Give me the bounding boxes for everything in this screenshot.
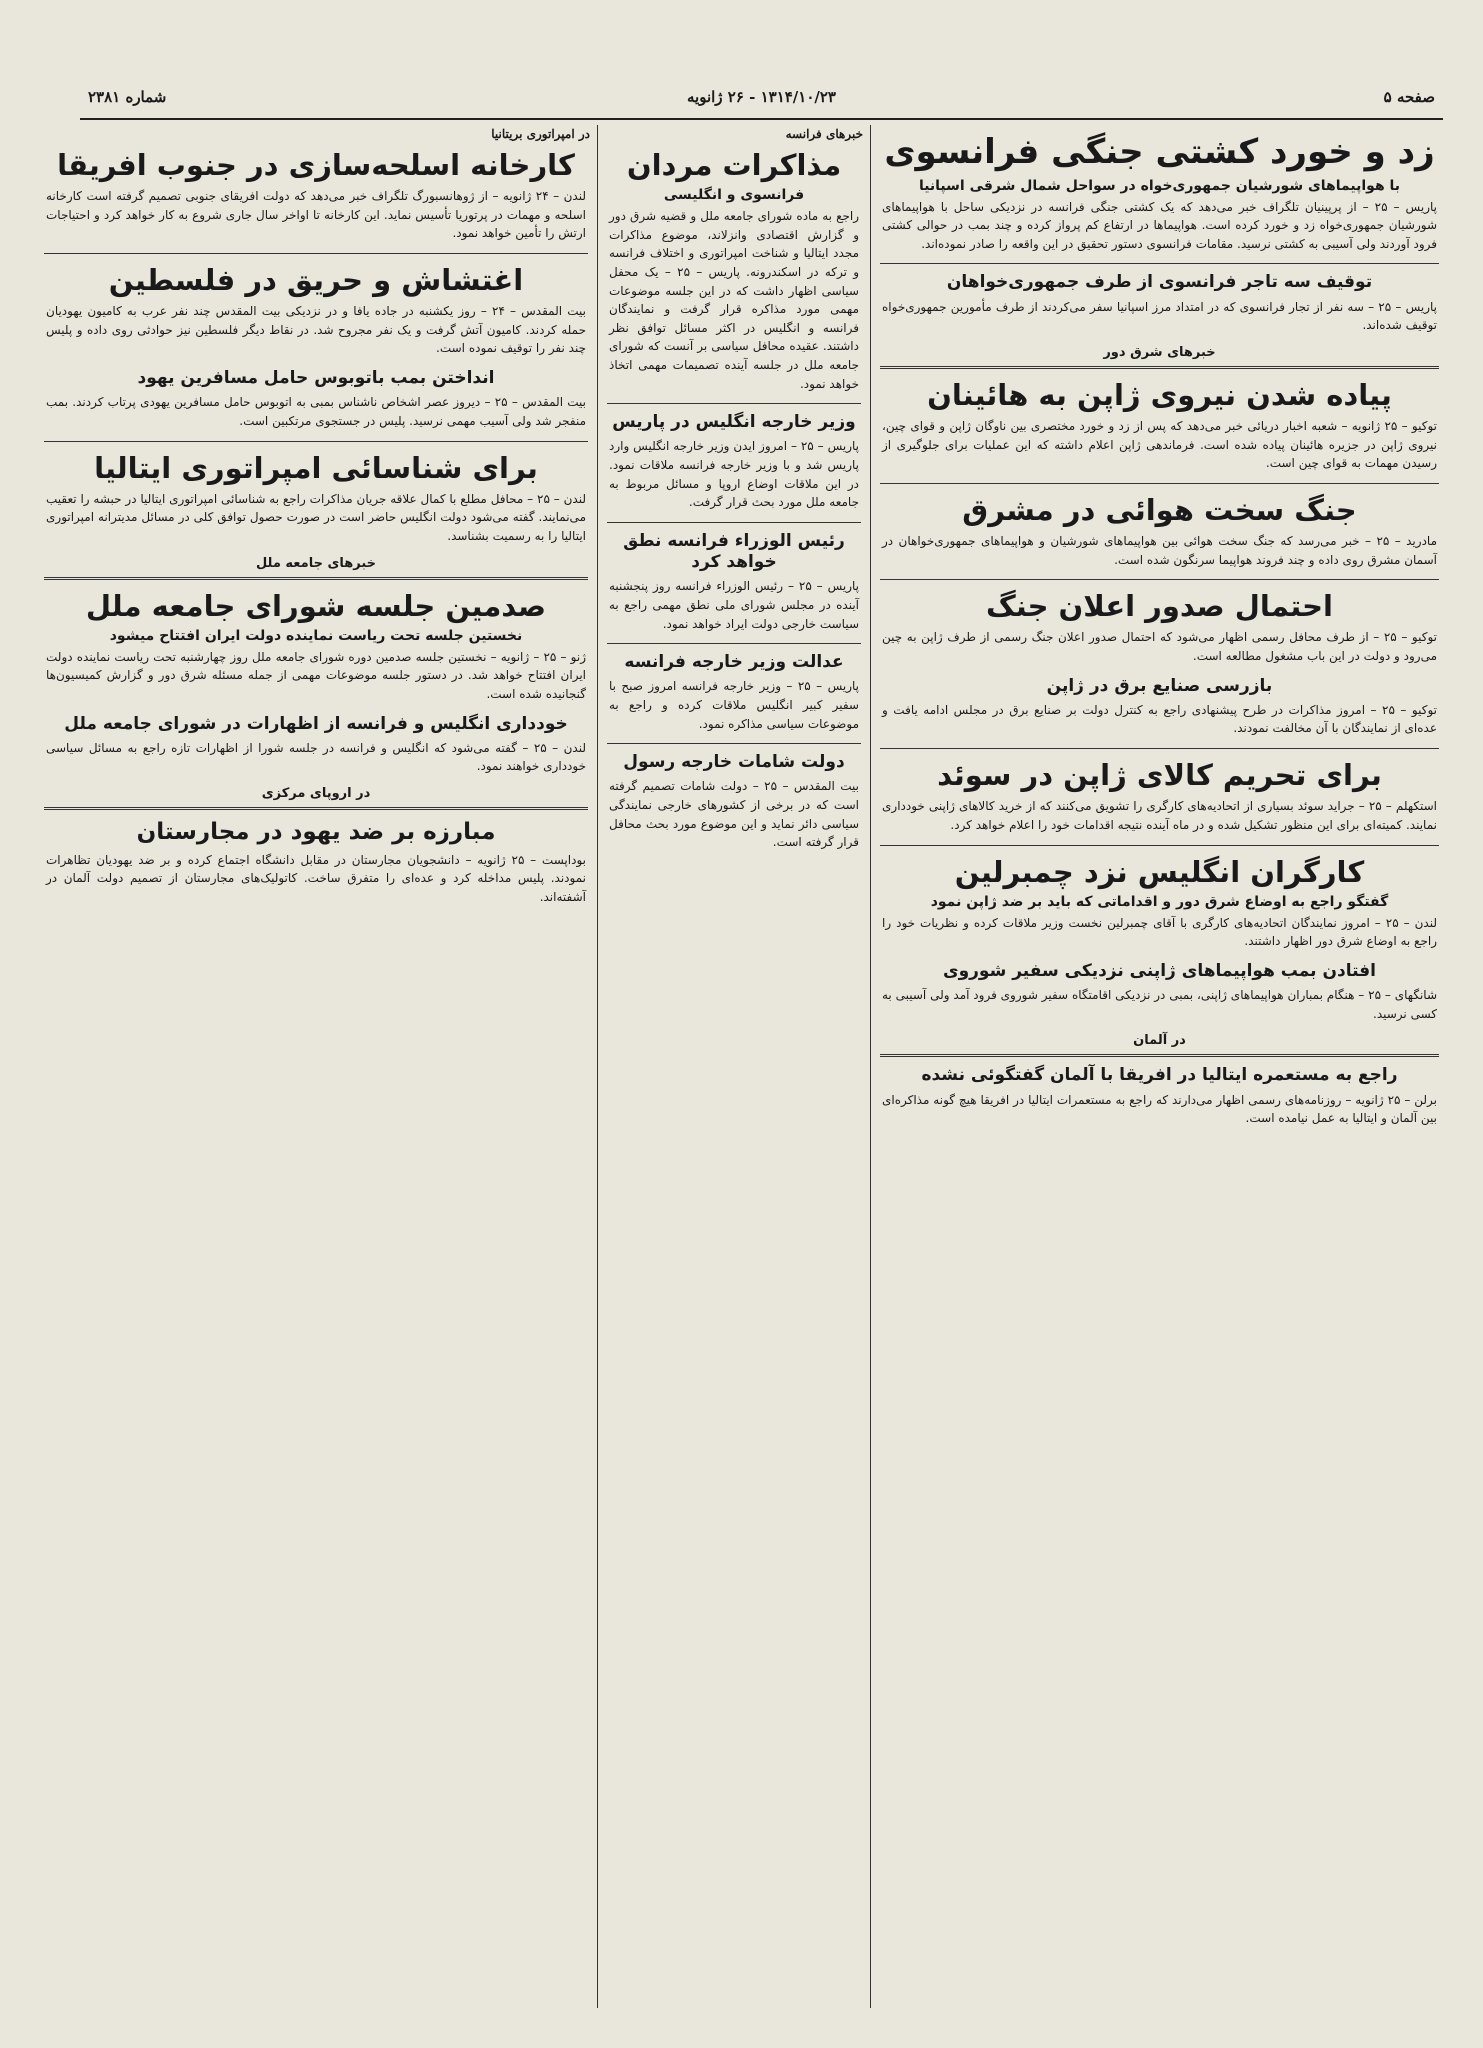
- subheadline: نخستین جلسه تحت ریاست نماینده دولت ایران افتتاح میشود: [109, 627, 523, 644]
- divider: [607, 522, 861, 523]
- article: [46, 147, 586, 243]
- headline: مذاکرات مردان: [626, 148, 842, 182]
- article: [609, 147, 859, 393]
- divider: [880, 748, 1439, 749]
- article: [882, 757, 1437, 834]
- section-kicker: در امپراتوری بریتانیا: [491, 127, 590, 141]
- divider: [44, 807, 588, 810]
- article-body: لندن – ۲۵ – گفته می‌شود که انگلیس و فرانسه در جلسه شورا از اظهارات تازه راجع به مسائل سیاسی خودداری خواهند نمود.: [46, 740, 586, 774]
- page-number: صفحه ۵: [1383, 88, 1435, 106]
- divider: [880, 483, 1439, 484]
- article-body: پاریس – ۲۵ – وزیر خارجه فرانسه امروز صبح با سفیر کبیر انگلیس ملاقات کرده و راجع به موضوعات سیاسی مذاکره نمود.: [609, 679, 860, 731]
- article-body: پاریس – ۲۵ – از پرپینیان تلگراف خبر می‌دهد که یک کشتی جنگی فرانسه در نزدیکی ساحل با هواپیماهای شورشیان جمهوری‌خواه زد و خورد کرده است. هواپیماها در ارتفاع کم پرواز کرده و چند بمب در حوالی کشتی فرود آوردند ولی آسیبی به کشتی نرسید. مقامات فرانسوی دستور تحقیق در این واقعه را صادر نموده‌اند.: [882, 199, 1437, 251]
- headline: برای شناسائی امپراتوری ایتالیا: [94, 450, 538, 485]
- headline: انداختن بمب باتوبوس حامل مسافرین یهود: [137, 368, 495, 389]
- headline: زد و خورد کشتی جنگی فرانسوی: [884, 132, 1435, 172]
- divider: [880, 1054, 1439, 1057]
- subheadline: با هواپیماهای شورشیان جمهوری‌خواه در سواحل شمال شرقی اسپانیا: [918, 177, 1401, 194]
- headline: رئیس الوزراء فرانسه نطق خواهد کرد: [623, 530, 845, 573]
- article: [882, 588, 1437, 665]
- article: [882, 1065, 1437, 1127]
- headline: توقیف سه تاجر فرانسوی از طرف جمهوری‌خواهان: [946, 272, 1373, 293]
- headline: عدالت وزیر خارجه فرانسه: [624, 652, 844, 673]
- article-body: توکیو – ۲۵ ژانویه – شعبه اخبار دریائی خبر می‌دهد که پس از زد و خورد مختصری بین ناوگان ژاپن و قوای چین، نیروی ژاپن در جزیره هائینان پیاده شده است. فرماندهی ژاپن اعلام داشته که این عملیات برای جلوگیری از رسیدن مهمات به قوای چین است.: [882, 418, 1438, 471]
- article: [882, 961, 1437, 1023]
- headline: افتادن بمب هواپیماهای ژاپنی نزدیکی سفیر شوروی: [943, 960, 1376, 981]
- article-body: بیت المقدس – ۲۵ – دولت شامات تصمیم گرفته است که در برخی از کشورهای خارجی نمایندگی سیاسی دائر نماید و این موضوع مورد بحث محافل قرار گرفته است.: [609, 779, 859, 850]
- article: [882, 272, 1437, 334]
- subheadline: فرانسوی و انگلیسی: [663, 187, 805, 204]
- headline: راجع به مستعمره ایتالیا در افریقا با آلمان گفتگوئی نشده: [921, 1065, 1398, 1086]
- divider: [44, 577, 588, 580]
- article-body: پاریس – ۲۵ – سه نفر از تجار فرانسوی که در امتداد مرز اسپانیا سفر می‌کردند از طرف مأمورین جمهوری‌خواه توقیف شده‌اند.: [882, 299, 1438, 333]
- article: [46, 262, 586, 358]
- article-body: لندن – ۲۵ – محافل مطلع با کمال علاقه جریان مذاکرات راجع به شناسائی امپراتوری ایتالیا در حبشه را تعقیب می‌نمایند. گفته می‌شود دولت انگلیس حاضر است در صورت حصول توافق کلی در مسائل مدیترانه امپراتوری ایتالیا را به رسمیت بشناسد.: [46, 491, 586, 543]
- article: [609, 652, 859, 733]
- issue-number: شماره ۲۳۸۱: [88, 88, 167, 106]
- article-body: شانگهای – ۲۵ – هنگام بمباران هواپیماهای ژاپنی، بمبی در نزدیکی اقامتگاه سفیر شوروی فرود آمد ولی آسیبی به کسی نرسید.: [882, 988, 1437, 1021]
- article-body: لندن – ۲۴ ژانویه – از ژوهانسبورگ تلگراف خبر می‌دهد که دولت افریقای جنوبی تصمیم گرفته است کارخانه اسلحه و مهمات در پرتوریا تأسیس نماید. این کارخانه تا اواخر سال جاری شروع به کار خواهد کرد و احتیاجات ارتش را تأمین خواهد نمود.: [46, 189, 586, 241]
- article-body: پاریس – ۲۵ – امروز ایدن وزیر خارجه انگلیس وارد پاریس شد و با وزیر خارجه فرانسه ملاقات نمود. در این ملاقات اوضاع اروپا و مسائل مربوط به جامعه ملل مورد بحث قرار گرفت.: [609, 439, 859, 510]
- article: [882, 676, 1437, 738]
- divider: [44, 253, 588, 254]
- headline: کارخانه اسلحه‌سازی در جنوب افریقا: [57, 148, 575, 182]
- headline: دولت شامات خارجه رسول: [623, 752, 845, 773]
- article: [46, 818, 586, 907]
- masthead: [80, 84, 1443, 120]
- article: [609, 752, 859, 852]
- section-tag: خبرهای جامعه ملل: [255, 555, 377, 571]
- headline: جنگ سخت هوائی در مشرق: [962, 492, 1357, 527]
- headline: وزیر خارجه انگلیس در پاریس: [612, 412, 856, 433]
- article: [882, 854, 1437, 951]
- headline: صدمین جلسه شورای جامعه ملل: [85, 588, 547, 623]
- section-tag: خبرهای شرق دور: [1103, 344, 1216, 360]
- article-body: بوداپست – ۲۵ ژانویه – دانشجویان مجارستان در مقابل دانشگاه اجتماع کرده و بر ضد یهودیان تظاهرات نمودند. پلیس مداخله کرد و عده‌ای را متفرق ساخت. کاتولیک‌های مجارستان از تصمیم دولت آلمان در آشفته‌اند.: [46, 852, 586, 904]
- headline: پیاده شدن نیروی ژاپن به هائینان: [927, 377, 1392, 412]
- column-middle: [603, 125, 865, 2018]
- section-kicker: خبرهای فرانسه: [785, 127, 863, 141]
- article: [46, 450, 586, 546]
- divider: [880, 263, 1439, 264]
- section-tag: در اروپای مرکزی: [261, 786, 371, 801]
- headline: بازرسی صنایع برق در ژاپن: [1046, 675, 1273, 696]
- article: [609, 412, 859, 512]
- article-body: مادرید – ۲۵ – خبر می‌رسد که جنگ سخت هوائی بین هواپیماهای شورشیان و هواپیماهای جمهوری‌خواهان در آسمان مشرق روی داده و چند فروند هواپیما سرنگون شده است.: [882, 534, 1437, 567]
- headline: برای تحریم کالای ژاپن در سوئد: [937, 758, 1382, 793]
- article-body: لندن – ۲۵ – امروز نمایندگان اتحادیه‌های کارگری با آقای چمبرلین نخست وزیر ملاقات کرده و نظریات خود را راجع به اوضاع شرق دور اظهار داشتند.: [882, 915, 1437, 949]
- divider: [880, 366, 1439, 369]
- article: [46, 368, 586, 430]
- article-body: راجع به ماده شورای جامعه ملل و قضیه شرق دور و گزارش اقتصادی وانزلاند، موضوع مذاکرات مجدد ایتالیا و شناخت امپراتوری و اختلاف فرانسه و ترکه در اسکندرونه. پاریس – ۲۵ – یک محفل سیاسی اظهار داشت که در این جلسه موضوعات مهمی مورد مذاکره قرار گرفت و نمایندگان فرانسه و انگلیس در اکثر مسائل توافق نظر داشتند. عقیده محافل سیاسی بر آنست که شورای جامعه ملل در جلسه آینده تصمیمات مهمی اتخاذ خواهد نمود.: [609, 209, 859, 391]
- article-body: برلن – ۲۵ ژانویه – روزنامه‌های رسمی اظهار می‌دارند که راجع به مستعمرات ایتالیا در افریقا هیچ گونه مذاکره‌ای بین آلمان و ایتالیا به عمل نیامده است.: [882, 1092, 1437, 1126]
- divider: [880, 579, 1439, 580]
- issue-date: ۱۳۱۴/۱۰/۲۳ - ۲۶ ژانویه: [687, 88, 836, 106]
- article: [882, 131, 1437, 253]
- article: [46, 714, 586, 776]
- article: [609, 531, 859, 633]
- divider: [880, 845, 1439, 846]
- article-body: استکهلم – ۲۵ – جراید سوئد بسیاری از اتحادیه‌های کارگری را تشویق می‌کنند که از خرید کالاهای ژاپنی خودداری نمایند. کمیته‌ای برای این منظور تشکیل شده و در ماه آینده نتیجه اقدامات خود را اعلام خواهد کرد.: [882, 799, 1437, 832]
- column-rule: [597, 125, 598, 2008]
- article: [882, 492, 1437, 569]
- section-tag: در آلمان: [1133, 1033, 1186, 1049]
- article-body: بیت المقدس – ۲۴ – روز یکشنبه در جاده یافا و در نزدیکی بیت المقدس چند نفر عرب به کامیون یهودیان حمله کردند. کامیون آتش گرفت و یک نفر مجروح شد. در نقاط دیگر فلسطین نیز حوادثی روی داده و پلیس چند نفر را توقیف نموده است.: [46, 304, 586, 356]
- article-body: توکیو – ۲۵ – امروز مذاکرات در طرح پیشنهادی راجع به کنترل دولت بر صنایع برق در مجلس ادامه یافت و عده‌ای از نمایندگان با آن مخالفت نمودند.: [882, 702, 1438, 736]
- article-body: بیت المقدس – ۲۵ – دیروز عصر اشخاص ناشناس بمبی به اتوبوس حامل مسافرین یهودی پرتاب کردند. بمب منفجر شد ولی آسیب مهمی نرسید. پلیس در جستجوی مرتکبین است.: [46, 395, 586, 428]
- column-right: [876, 125, 1443, 2018]
- article-body: توکیو – ۲۵ – از طرف محافل رسمی اظهار می‌شود که احتمال صدور اعلان جنگ رسمی از طرف ژاپن به چین می‌رود و دولت در این باب مشغول مطالعه است.: [882, 630, 1437, 664]
- headline: احتمال صدور اعلان جنگ: [986, 589, 1333, 624]
- headline: کارگران انگلیس نزد چمبرلین: [954, 854, 1365, 889]
- headline: خودداری انگلیس و فرانسه از اظهارات در شورای جامعه ملل: [64, 713, 568, 734]
- subheadline: گفتگو راجع به اوضاع شرق دور و اقداماتی که باید بر ضد ژاپن نمود: [930, 893, 1389, 910]
- column-left: [40, 125, 592, 2018]
- divider: [607, 743, 861, 744]
- headline: مبارزه بر ضد یهود در مجارستان: [136, 819, 496, 845]
- divider: [607, 643, 861, 644]
- article: [882, 377, 1437, 473]
- divider: [44, 441, 588, 442]
- article-body: پاریس – ۲۵ – رئیس الوزراء فرانسه روز پنجشنبه آینده در مجلس شورای ملی نطق مهمی راجع به سیاست خارجی دولت ایراد خواهد نمود.: [609, 579, 859, 631]
- column-rule: [870, 125, 871, 2008]
- article: [46, 588, 586, 704]
- article-body: ژنو – ۲۵ – ژانویه – نخستین جلسه صدمین دوره شورای جامعه ملل روز چهارشنبه تحت ریاست نماینده دولت ایران افتتاح خواهد شد. در دستور جلسه موضوعات مهمی از جمله مسئله شرق دور و گزارش کمیسیون‌ها گنجانیده شده است.: [46, 649, 587, 701]
- headline: اغتشاش و حریق در فلسطین: [108, 263, 524, 298]
- divider: [607, 403, 861, 404]
